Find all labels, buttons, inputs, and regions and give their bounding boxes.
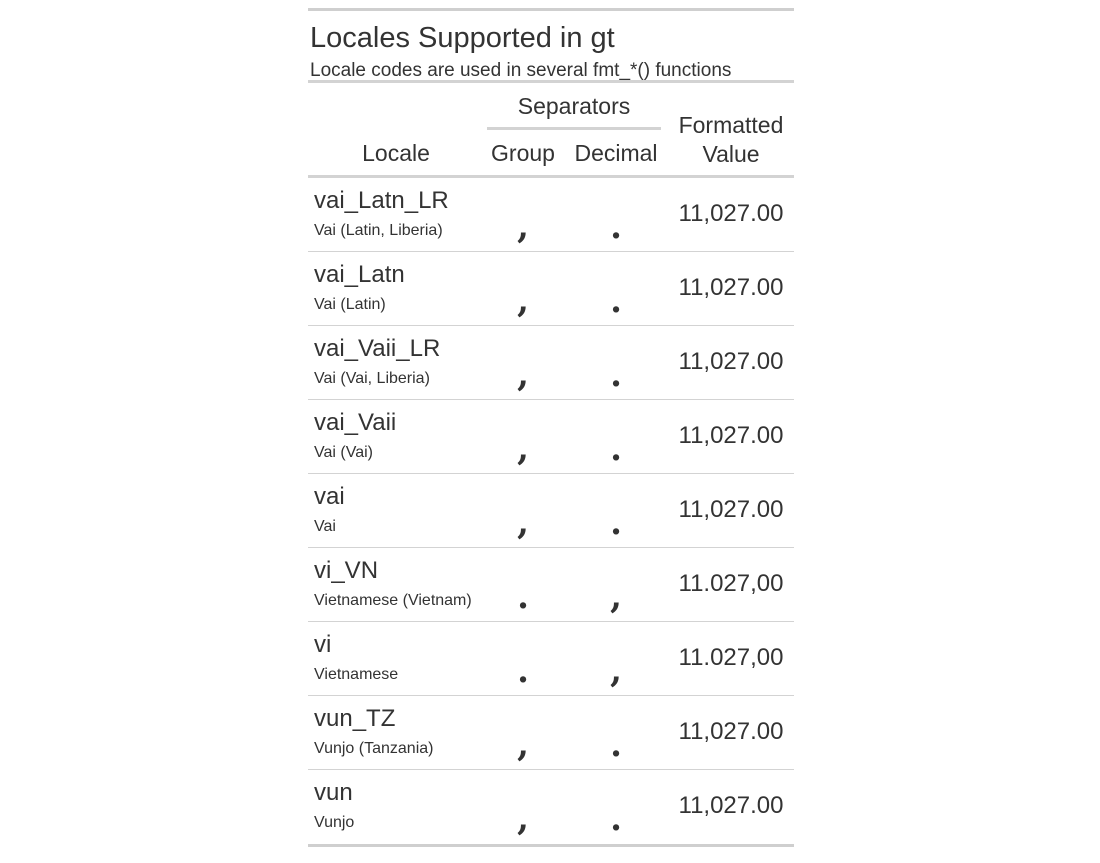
formatted-value: 11,027.00	[678, 496, 784, 523]
table-row	[308, 622, 794, 696]
table-row	[308, 548, 794, 622]
decimal-separator: ,	[610, 651, 622, 691]
formatted-value: 11,027.00	[678, 422, 784, 449]
locale-name: Vunjo (Tanzania)	[314, 740, 434, 757]
table-row	[308, 770, 794, 844]
group-separator: .	[517, 651, 529, 691]
group-separator: ,	[517, 503, 529, 543]
table-row	[308, 474, 794, 548]
locale-name: Vai (Latin)	[314, 296, 386, 313]
table-row	[308, 178, 794, 252]
group-separator: ,	[517, 207, 529, 247]
separators-spanner: Separators	[487, 91, 661, 130]
decimal-separator: .	[610, 799, 622, 839]
decimal-separator: ,	[610, 577, 622, 617]
formatted-value: 11,027.00	[678, 792, 784, 819]
formatted-value: 11,027.00	[678, 348, 784, 375]
table-row	[308, 400, 794, 474]
locale-name: Vunjo	[314, 814, 355, 831]
locales-table	[308, 8, 794, 847]
decimal-separator: .	[610, 207, 622, 247]
locale-name: Vai (Vai)	[314, 444, 373, 461]
decimal-separator: .	[610, 429, 622, 469]
formatted-value: 11,027.00	[678, 200, 784, 227]
table-heading	[308, 11, 794, 83]
locale-code: vai_Vaii_LR	[314, 335, 441, 362]
table-row	[308, 252, 794, 326]
locale-name: Vietnamese	[314, 666, 399, 683]
locale-code: vi	[314, 631, 332, 658]
locale-name: Vai (Latin, Liberia)	[314, 222, 443, 239]
decimal-separator: .	[610, 725, 622, 765]
column-formatted-value-line2: Value	[702, 141, 760, 167]
column-decimal: Decimal	[574, 140, 658, 166]
locale-code: vun_TZ	[314, 705, 396, 732]
group-separator: ,	[517, 281, 529, 321]
column-locale: Locale	[362, 140, 430, 166]
locale-code: vai_Latn_LR	[314, 187, 449, 214]
table-title: Locales Supported in gt	[310, 22, 615, 54]
table-subtitle: Locale codes are used in several fmt_*() functions	[310, 60, 732, 81]
group-separator: ,	[517, 799, 529, 839]
locale-name: Vietnamese (Vietnam)	[314, 592, 472, 609]
decimal-separator: .	[610, 503, 622, 543]
locale-code: vun	[314, 779, 353, 806]
column-group: Group	[491, 140, 555, 166]
decimal-separator: .	[610, 281, 622, 321]
locale-code: vai_Latn	[314, 261, 405, 288]
group-separator: ,	[517, 429, 529, 469]
locale-code: vai_Vaii	[314, 409, 397, 436]
column-formatted-value-line1: Formatted	[678, 112, 784, 138]
table-body	[308, 178, 794, 844]
locale-name: Vai	[314, 518, 336, 535]
decimal-separator: .	[610, 355, 622, 395]
group-separator: .	[517, 577, 529, 617]
column-headers	[308, 83, 794, 178]
table-row	[308, 326, 794, 400]
formatted-value: 11,027.00	[678, 718, 784, 745]
group-separator: ,	[517, 355, 529, 395]
locale-code: vi_VN	[314, 557, 379, 584]
locale-code: vai	[314, 483, 345, 510]
formatted-value: 11.027,00	[678, 644, 784, 671]
formatted-value: 11,027.00	[678, 274, 784, 301]
column-formatted-value	[668, 111, 794, 169]
table-row	[308, 696, 794, 770]
locale-name: Vai (Vai, Liberia)	[314, 370, 430, 387]
group-separator: ,	[517, 725, 529, 765]
formatted-value: 11.027,00	[678, 570, 784, 597]
